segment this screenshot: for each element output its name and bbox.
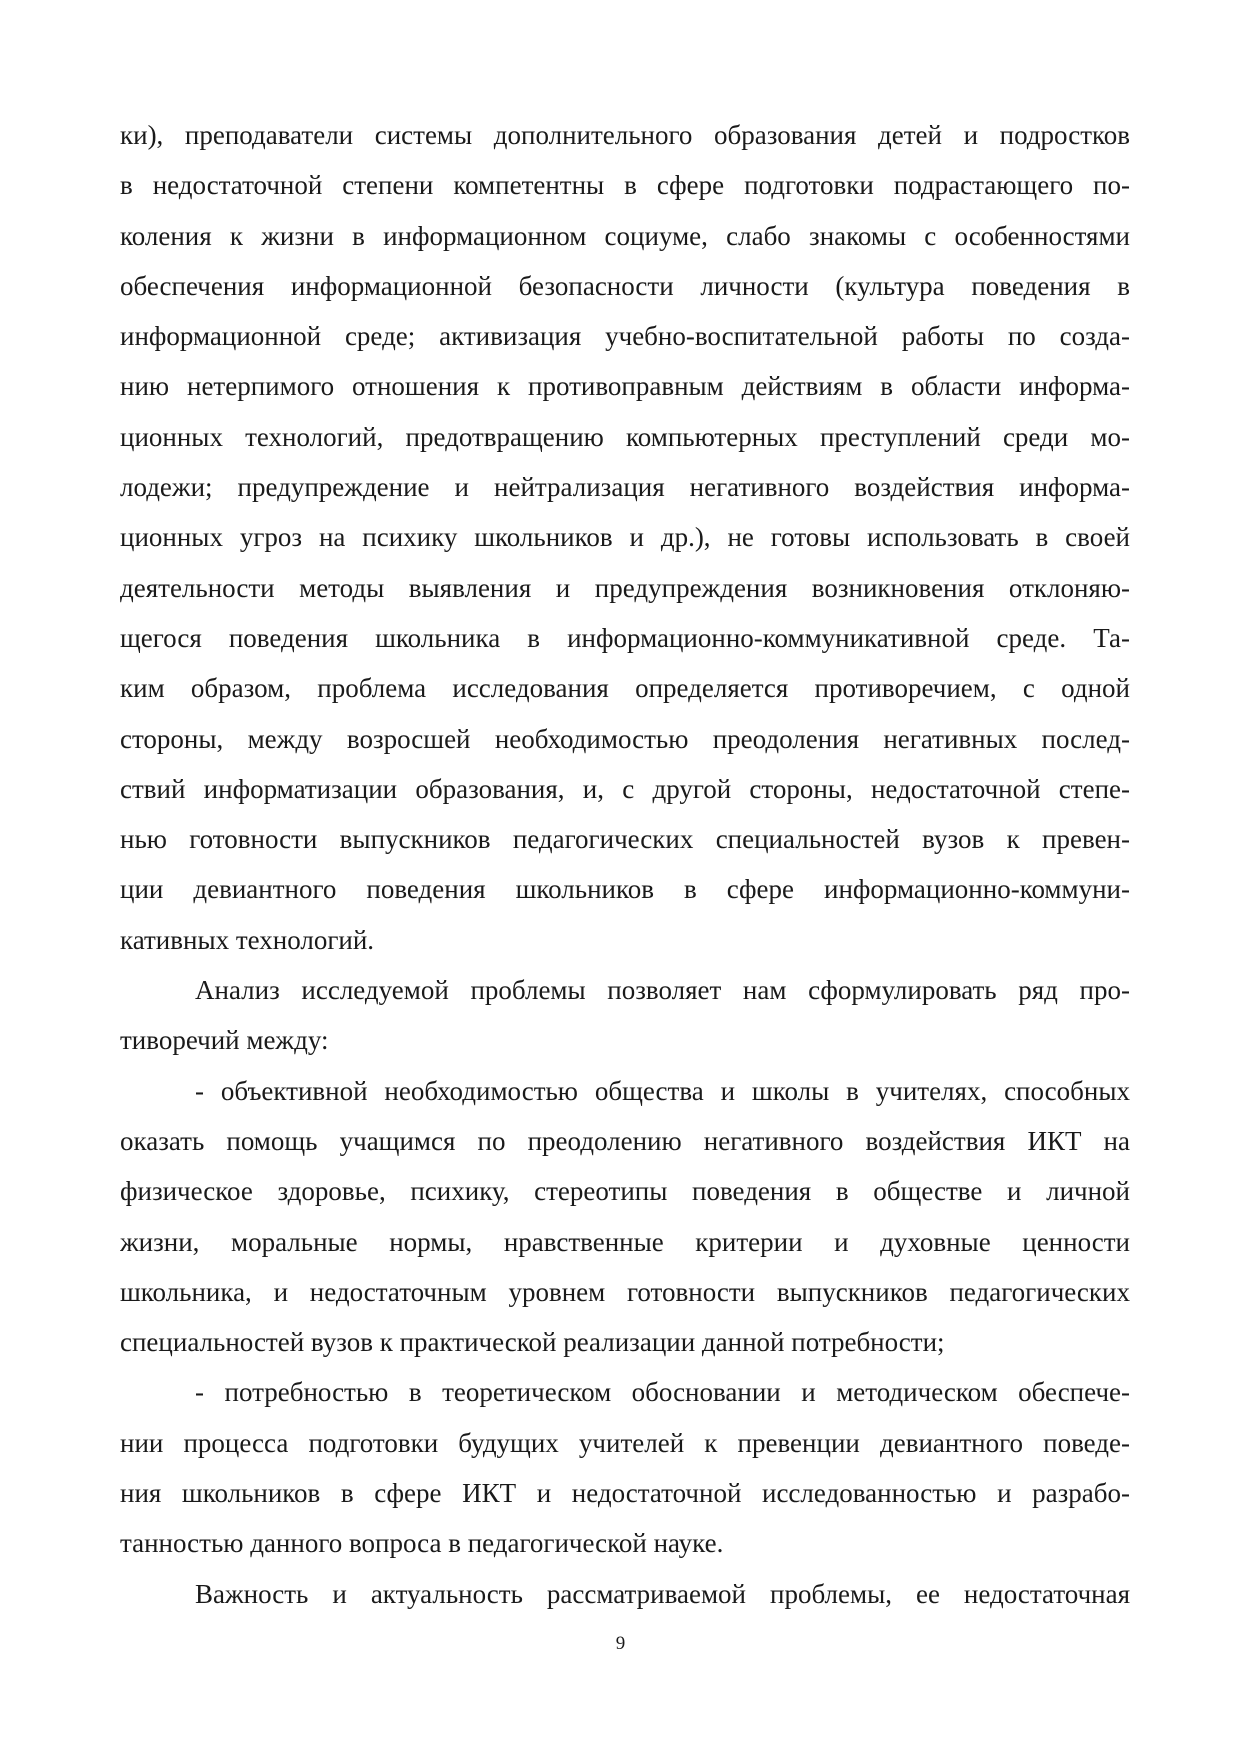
text-line: кативных технологий. <box>120 924 375 955</box>
text-line: Анализ исследуемой проблемы позволяет нам сформулировать ряд про- <box>195 975 1130 1006</box>
body-text <box>120 110 1130 1619</box>
text-line: деятельности методы выявления и предупреждения возникновения отклоняю- <box>120 572 1130 603</box>
text-line: в недостаточной степени компетентны в сфере подготовки подрастающего по- <box>120 170 1130 201</box>
text-line: коления к жизни в информационном социуме, слабо знакомы с особенностями <box>120 220 1130 251</box>
text-line: тиворечий между: <box>120 1025 329 1056</box>
text-line: нии процесса подготовки будущих учителей к превенции девиантного поведе- <box>120 1427 1130 1458</box>
text-line: нию нетерпимого отношения к противоправным действиям в области информа- <box>120 371 1130 402</box>
text-line: ционных технологий, предотвращению компьютерных преступлений среди мо- <box>120 421 1130 452</box>
text-line: нью готовности выпускников педагогических специальностей вузов к превен- <box>120 824 1130 855</box>
text-line: - потребностью в теоретическом обосновании и методическом обеспече- <box>195 1377 1130 1408</box>
text-line: специальностей вузов к практической реализации данной потребности; <box>120 1327 945 1358</box>
text-line: лодежи; предупреждение и нейтрализация негативного воздействия информа- <box>120 472 1130 503</box>
text-line: ции девиантного поведения школьников в сфере информационно-коммуни- <box>120 874 1130 905</box>
page-number: 9 <box>615 1633 626 1654</box>
text-line: танностью данного вопроса в педагогической науке. <box>120 1528 724 1559</box>
text-line: информационной среде; активизация учебно-воспитательной работы по созда- <box>120 321 1130 352</box>
text-line: - объективной необходимостью общества и школы в учителях, способных <box>195 1075 1130 1106</box>
text-line: ким образом, проблема исследования определяется противоречием, с одной <box>120 673 1130 704</box>
text-line: Важность и актуальность рассматриваемой проблемы, ее недостаточная <box>195 1578 1130 1609</box>
text-line: школьника, и недостаточным уровнем готовности выпускников педагогических <box>120 1276 1130 1307</box>
text-line: ционных угроз на психику школьников и др.), не готовы использовать в своей <box>120 522 1130 553</box>
text-line: обеспечения информационной безопасности личности (культура поведения в <box>120 270 1130 301</box>
text-line: физическое здоровье, психику, стереотипы поведения в обществе и личной <box>120 1176 1130 1207</box>
text-line: щегося поведения школьника в информационно-коммуникативной среде. Та- <box>120 622 1130 653</box>
text-line: ния школьников в сфере ИКТ и недостаточной исследованностью и разрабо- <box>120 1478 1130 1509</box>
text-line: ки), преподаватели системы дополнительного образования детей и подростков <box>120 120 1130 150</box>
text-line: жизни, моральные нормы, нравственные критерии и духовные ценности <box>120 1226 1130 1257</box>
text-line: оказать помощь учащимся по преодолению негативного воздействия ИКТ на <box>120 1125 1130 1156</box>
text-line: стороны, между возросшей необходимостью преодоления негативных послед- <box>120 723 1130 754</box>
text-line: ствий информатизации образования, и, с другой стороны, недостаточной степе- <box>120 773 1130 804</box>
